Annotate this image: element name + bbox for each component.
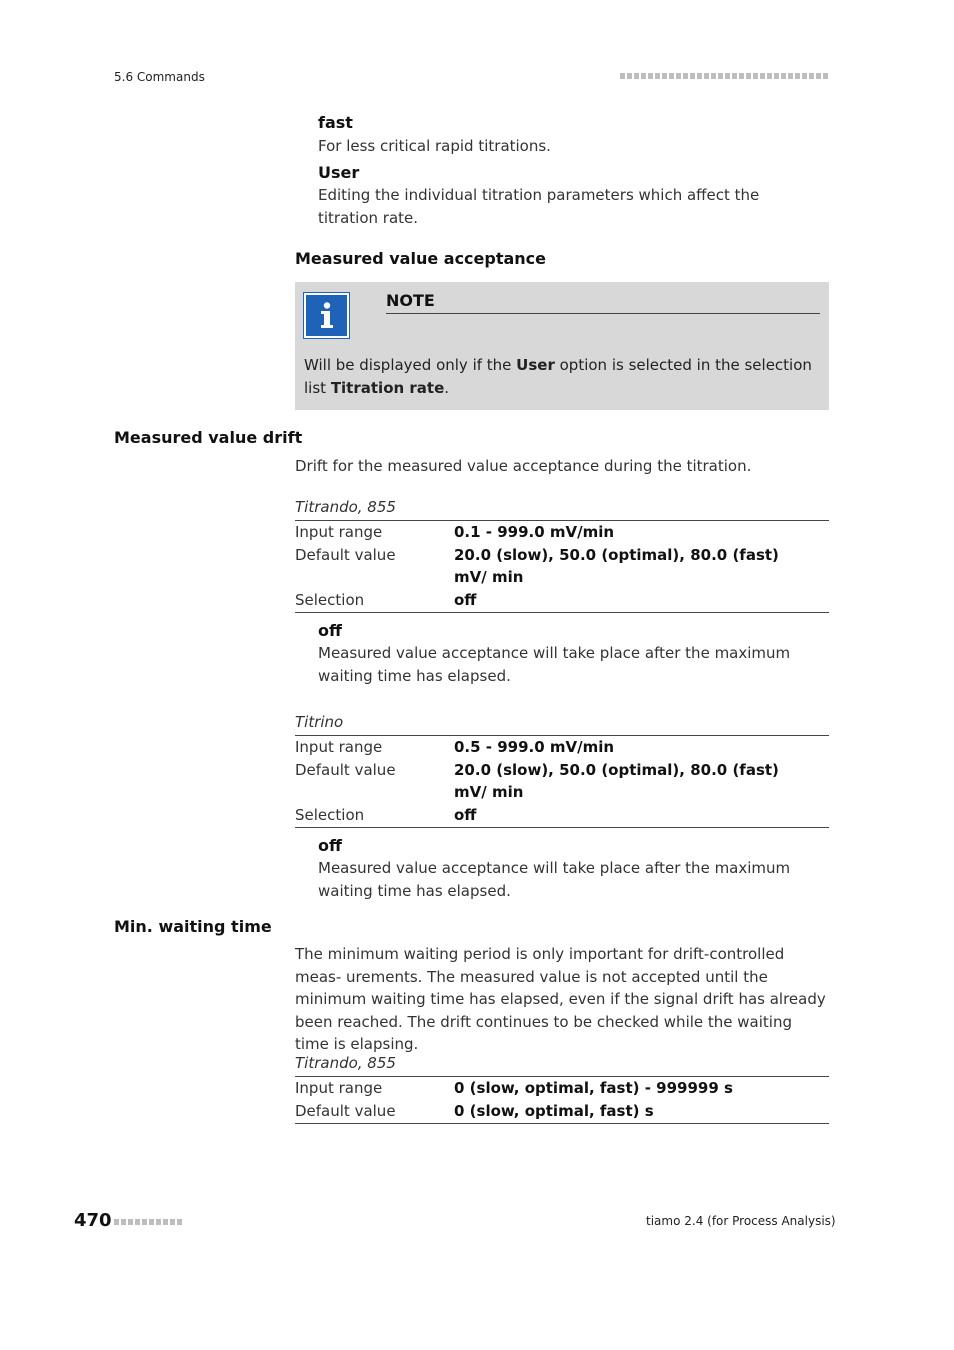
option-desc-user: Editing the individual titration parameters which affect the titration rate. xyxy=(318,186,760,227)
min-waiting-time-description: The minimum waiting period is only important for drift-controlled meas- urements. The measured value is not accepted until the minimum waiting time has elapsed, even if the signal drift has already been reached. The drift continues to be checked while the waiting time is elapsing. xyxy=(295,945,826,1053)
option-title-off: off xyxy=(318,836,342,855)
option-title-user: User xyxy=(318,163,360,182)
section-title-measured-value-drift: Measured value drift xyxy=(114,428,303,447)
note-bold-user: User xyxy=(516,356,555,374)
option-desc-fast: For less critical rapid titrations. xyxy=(318,137,551,155)
table-row: Input range 0 (slow, optimal, fast) - 999999 s xyxy=(295,1079,733,1097)
drift-description: Drift for the measured value acceptance during the titration. xyxy=(295,457,752,475)
table-caption: Titrando, 855 xyxy=(295,498,396,516)
param-table-titrino-drift xyxy=(295,711,829,828)
page-number: 470 xyxy=(74,1210,112,1231)
note-text: Will be displayed only if the User option is selected in the selection list Titration rate. xyxy=(304,356,812,397)
note-divider xyxy=(386,313,820,314)
running-header-section: 5.6 Commands xyxy=(114,70,205,84)
note-bold-titration-rate: Titration rate xyxy=(330,378,445,397)
section-title-min-waiting-time: Min. waiting time xyxy=(114,917,272,936)
subsection-title-measured-value-acceptance: Measured value acceptance xyxy=(295,249,547,268)
option-desc-off: Measured value acceptance will take place after the maximum waiting time has elapsed. xyxy=(318,859,791,900)
note-box xyxy=(295,282,829,410)
footer-decoration-dots xyxy=(114,1219,182,1225)
table-row: Default value 0 (slow, optimal, fast) s xyxy=(295,1101,654,1120)
table-row: Selection off xyxy=(295,590,477,609)
table-row: Selection off xyxy=(295,805,477,824)
table-row: Default value 20.0 (slow), 50.0 (optimal), 80.0 (fast) mV/ min xyxy=(295,760,779,801)
option-title-off: off xyxy=(318,621,342,640)
table-row: Input range 0.1 - 999.0 mV/min xyxy=(295,523,615,541)
option-title-fast: fast xyxy=(318,113,353,132)
table-row: Default value 20.0 (slow), 50.0 (optimal), 80.0 (fast) mV/ min xyxy=(295,545,779,586)
note-title: NOTE xyxy=(386,291,435,310)
footer-product-name: tiamo 2.4 (for Process Analysis) xyxy=(646,1214,836,1228)
header-decoration-dots xyxy=(620,73,828,79)
option-desc-off: Measured value acceptance will take place after the maximum waiting time has elapsed. xyxy=(318,644,791,685)
table-caption: Titrino xyxy=(295,713,344,731)
table-caption: Titrando, 855 xyxy=(295,1054,396,1072)
info-icon xyxy=(304,293,349,338)
table-row: Input range 0.5 - 999.0 mV/min xyxy=(295,738,615,756)
param-table-titrando-waiting xyxy=(295,1052,829,1124)
param-table-titrando-drift xyxy=(295,496,829,613)
